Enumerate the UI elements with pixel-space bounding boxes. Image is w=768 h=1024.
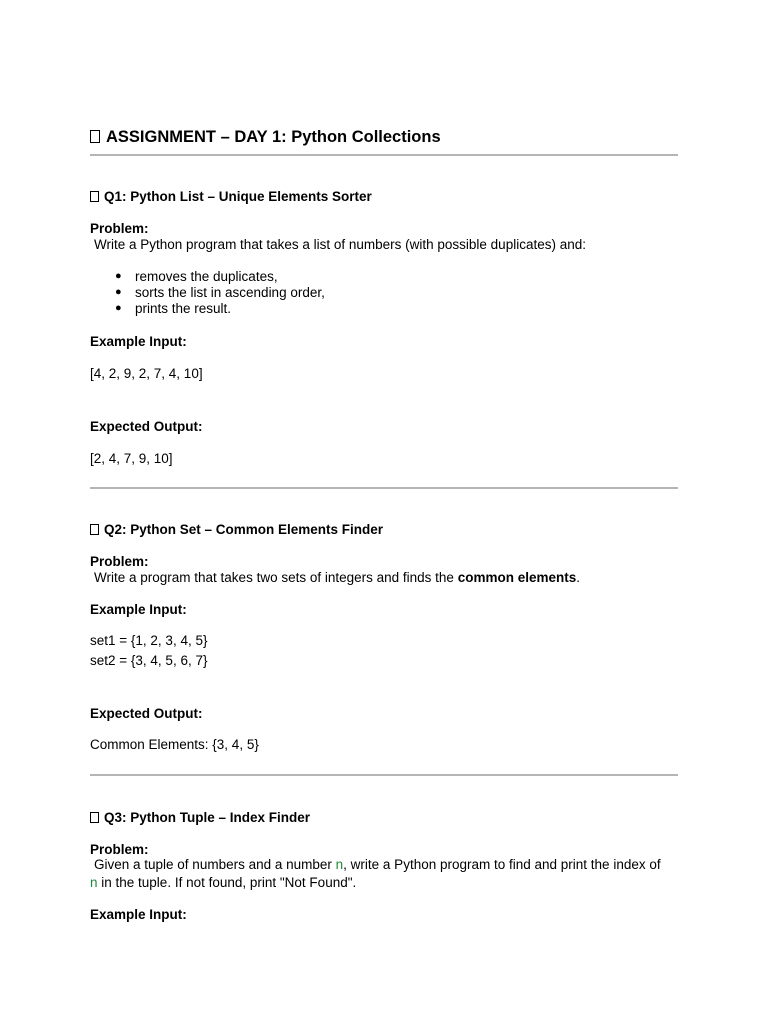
- q1-problem-label: Problem:: [90, 221, 149, 236]
- q3-problem-line1-after: , write a Python program to find and print the index of: [343, 857, 661, 872]
- q3-heading: [90, 810, 310, 825]
- q3-problem-label: Problem:: [90, 842, 149, 857]
- missing-glyph-box-icon: [90, 524, 99, 535]
- missing-glyph-box-icon: [90, 130, 100, 143]
- q1-problem-text: Write a Python program that takes a list of numbers (with possible duplicates) and:: [94, 237, 586, 252]
- q2-problem-label: Problem:: [90, 554, 149, 569]
- q2-problem-text-bold: common elements: [457, 570, 577, 585]
- q1-heading: [90, 189, 372, 204]
- bullet-icon: ●: [115, 270, 122, 282]
- q3-variable-n: n: [335, 857, 344, 872]
- q2-problem-text-after: .: [576, 570, 580, 585]
- q3-problem-line-2: [90, 875, 356, 890]
- q3-problem-line2-after: in the tuple. If not found, print "Not Found".: [97, 875, 357, 890]
- q2-example-input-label: Example Input:: [90, 602, 187, 617]
- page-title: [90, 128, 441, 147]
- q3-example-input-label: Example Input:: [90, 907, 187, 922]
- q1-example-input: [4, 2, 9, 2, 7, 4, 10]: [90, 366, 203, 381]
- section-divider: [90, 774, 678, 776]
- q3-problem-line1-before: Given a tuple of numbers and a number: [94, 857, 336, 872]
- q1-bullet-1: removes the duplicates,: [135, 269, 278, 284]
- q2-heading: [90, 522, 383, 537]
- section-divider: [90, 154, 678, 156]
- q2-expected-output: Common Elements: {3, 4, 5}: [90, 737, 259, 752]
- q2-heading-text: Q2: Python Set – Common Elements Finder: [104, 522, 384, 537]
- q1-expected-output: [2, 4, 7, 9, 10]: [90, 451, 173, 466]
- q2-example-input-line-1: set1 = {1, 2, 3, 4, 5}: [90, 633, 208, 648]
- q2-expected-output-label: Expected Output:: [90, 706, 203, 721]
- q1-heading-text: Q1: Python List – Unique Elements Sorter: [104, 189, 372, 204]
- q1-expected-output-label: Expected Output:: [90, 419, 203, 434]
- q3-variable-n: n: [90, 875, 98, 890]
- missing-glyph-box-icon: [90, 191, 99, 202]
- q2-problem-text-before: Write a program that takes two sets of integers and finds the: [94, 570, 458, 585]
- section-divider: [90, 487, 678, 489]
- q3-heading-text: Q3: Python Tuple – Index Finder: [104, 810, 311, 825]
- q2-example-input-line-2: set2 = {3, 4, 5, 6, 7}: [90, 653, 208, 668]
- q2-problem-text: [94, 570, 580, 585]
- bullet-icon: ●: [115, 302, 122, 314]
- q3-problem-line-1: [94, 857, 661, 872]
- q1-bullet-2: sorts the list in ascending order,: [135, 285, 325, 300]
- q1-bullet-3: prints the result.: [135, 301, 232, 316]
- q1-example-input-label: Example Input:: [90, 334, 187, 349]
- page-title-text: ASSIGNMENT – DAY 1: Python Collections: [106, 128, 441, 146]
- bullet-icon: ●: [115, 286, 122, 298]
- missing-glyph-box-icon: [90, 812, 99, 823]
